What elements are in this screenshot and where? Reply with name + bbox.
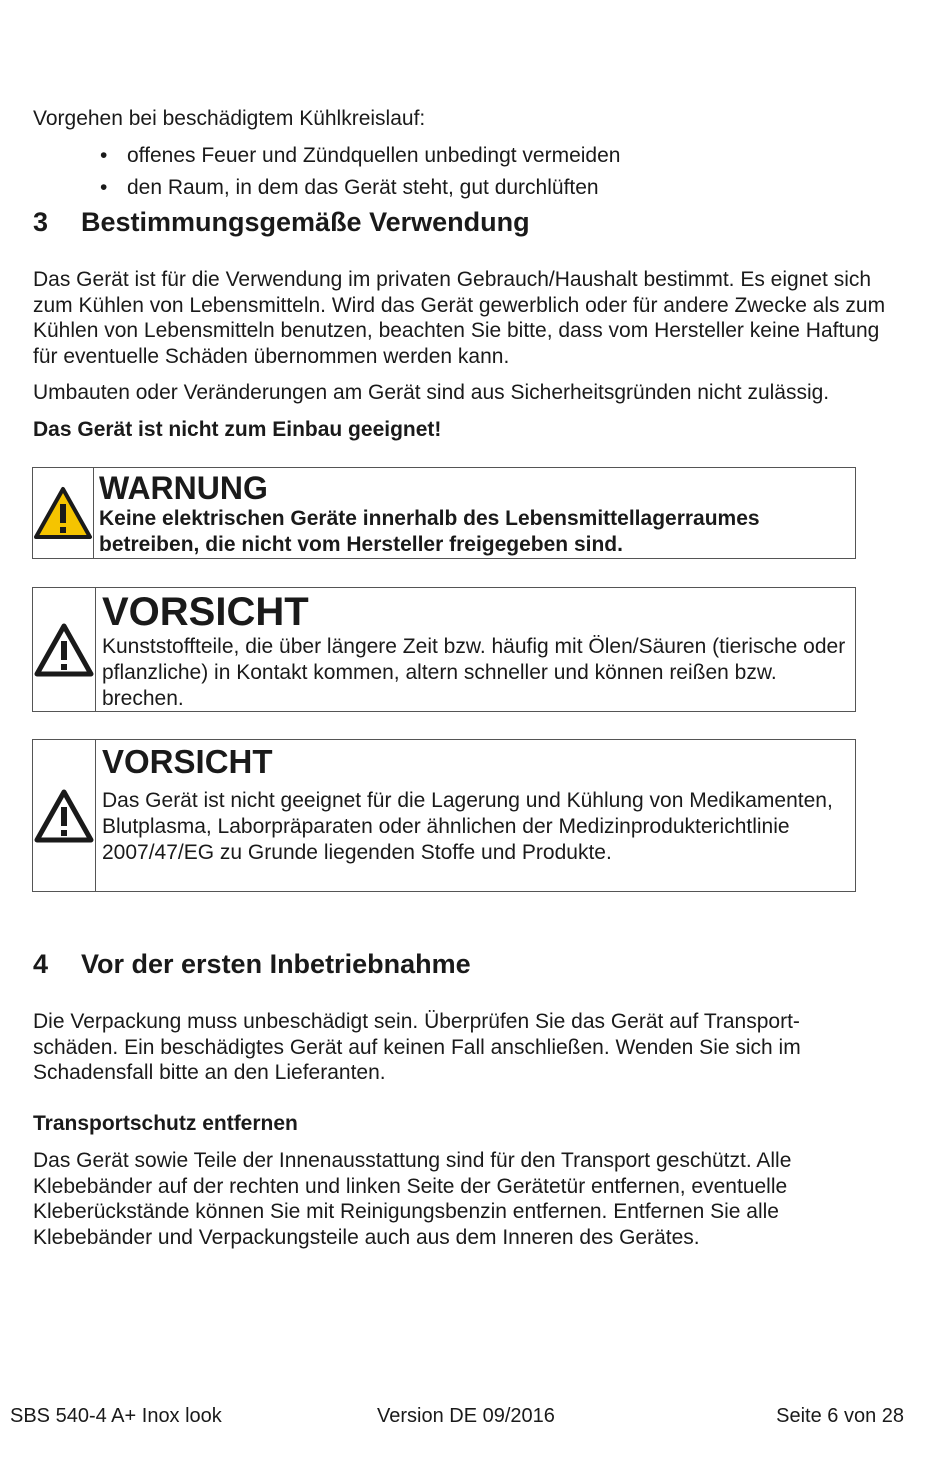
warning-box [32,467,856,559]
warning-triangle-yellow-icon [33,486,93,540]
section-4-subheading: Transportschutz entfernen [33,1112,298,1135]
caution-box [32,587,856,712]
list-item: • offenes Feuer und Zündquellen unbedingt vermeiden [96,140,620,172]
section-3-paragraph-1: Das Gerät ist für die Verwendung im privaten Gebrauch/Haushalt bestimmt. Es eignet sich zum Kühlen von Lebensmitteln. Wird das Gerät gewerblich oder für andere Zwecke als zum Kühlen von Lebensmitteln benutzen, beachten Sie bitte, dass vom Hersteller keine Haftung für eventuelle Schäden übernommen werden kann. [33,268,886,368]
warning-text: Keine elektrischen Geräte innerhalb des Lebensmittellagerraumes betreiben, die nicht vom Hersteller freigegeben sind. [99,507,760,556]
section-number: 4 [33,949,49,979]
section-3-heading [33,206,530,238]
section-title: Bestimmungsgemäße Verwendung [81,207,530,237]
warning-icon-cell [33,468,94,558]
caution-text-cell [96,588,855,711]
bullet-dot: • [100,176,108,199]
section-3-bold-note: Das Gerät ist nicht zum Einbau geeignet! [33,418,442,441]
caution-box [32,739,856,892]
list-item: • den Raum, in dem das Gerät steht, gut durchlüften [96,172,620,204]
caution-text-cell [96,740,855,891]
caution-title: VORSICHT [102,743,273,780]
caution-icon-cell [33,740,96,891]
caution-title: VORSICHT [102,590,309,634]
caution-text: Kunststoffteile, die über längere Zeit bzw. häufig mit Ölen/Säuren (tierische oder pflanzliche) in Kontakt kommen, altern schneller und können reißen bzw. brechen. [102,635,846,710]
section-4-paragraph-1: Die Verpackung muss unbeschädigt sein. Überprüfen Sie das Gerät auf Transport-schäden. Ein beschädigtes Gerät auf keinen Fall anschließen. Wenden Sie sich im Schadensfall bitte an den Lieferanten. [33,1010,801,1084]
warning-text-cell [94,468,855,558]
warning-triangle-outline-icon [33,788,95,844]
footer-model: SBS 540-4 A+ Inox look [10,1405,222,1427]
intro-bullet-list [96,140,620,204]
caution-icon-cell [33,588,96,711]
footer-version: Version DE 09/2016 [377,1405,555,1427]
section-4-heading [33,948,471,980]
intro-lead: Vorgehen bei beschädigtem Kühlkreislauf: [33,107,426,130]
warning-triangle-outline-icon [33,622,95,678]
bullet-dot: • [100,144,108,167]
section-number: 3 [33,207,49,237]
caution-text: Das Gerät ist nicht geeignet für die Lagerung und Kühlung von Medikamenten, Blutplasma, Laborpräparaten oder ähnlichen der Medizinprodukterichtlinie 2007/47/EG zu Grunde liegenden Stoffe und Produkte. [102,789,833,864]
section-4-paragraph-2: Das Gerät sowie Teile der Innenausstattung sind für den Transport geschützt. Alle Klebebänder auf der rechten und linken Seite der Gerätetür entfernen, eventuelle Kleberückstände können Sie mit Reinigungsbenzin entfernen. Entfernen Sie alle Klebebänder und Verpackungsteile auch aus dem Inneren des Gerätes. [33,1149,792,1249]
section-3-paragraph-2: Umbauten oder Veränderungen am Gerät sind aus Sicherheitsgründen nicht zulässig. [33,381,830,404]
warning-title: WARNUNG [99,470,268,506]
footer-page-number: Seite 6 von 28 [776,1405,904,1427]
section-title: Vor der ersten Inbetriebnahme [81,949,471,979]
